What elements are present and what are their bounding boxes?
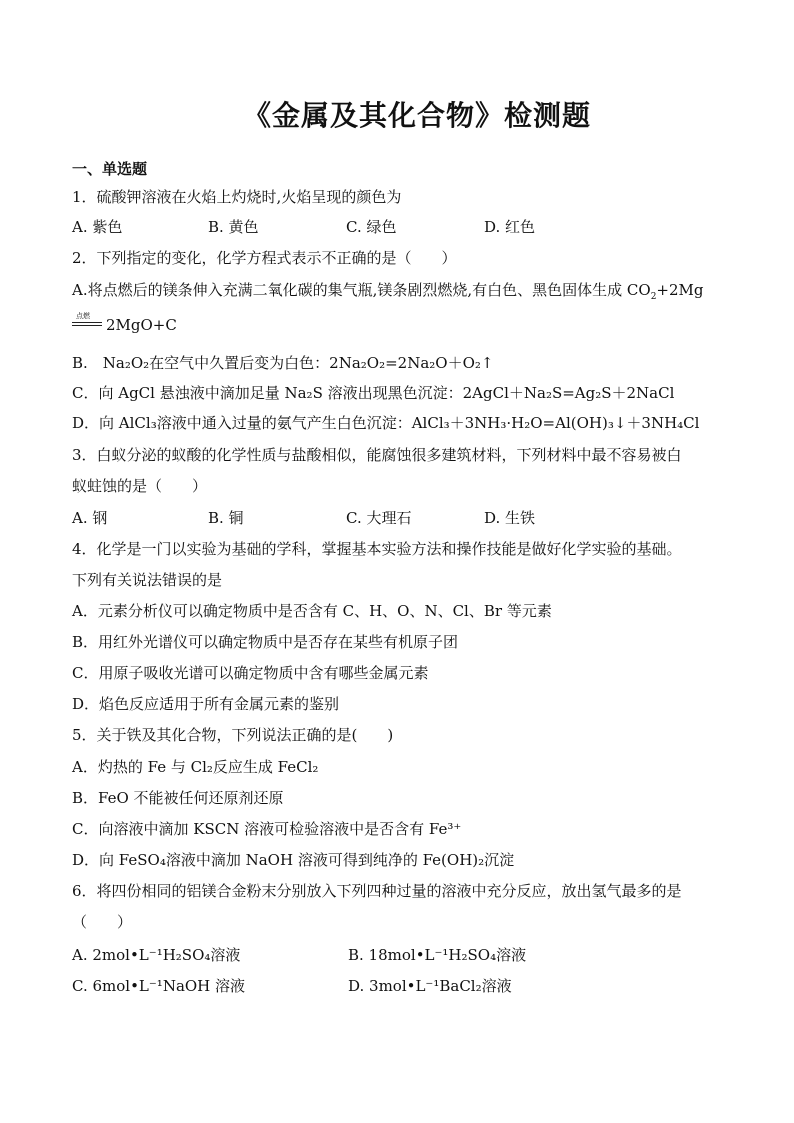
reaction-condition: [72, 314, 102, 326]
question-4-stem-cont: 下列有关说法错误的是: [72, 571, 223, 589]
question-5-option-c: C．向溶液中滴加 KSCN 溶液可检验溶液中是否含有 Fe³⁺: [72, 820, 462, 838]
condition-label: 点燃: [76, 312, 90, 320]
question-6-option-b: B. 18mol•L⁻¹H₂SO₄溶液: [348, 946, 527, 964]
question-6-stem-cont: （ ）: [72, 913, 133, 931]
question-3-option-b: B. 铜: [208, 509, 244, 527]
question-3-stem: 3．白蚁分泌的蚁酸的化学性质与盐酸相似，能腐蚀很多建筑材料，下列材料中最不容易被白: [72, 446, 682, 464]
question-4-stem: 4．化学是一门以实验为基础的学科，掌握基本实验方法和操作技能是做好化学实验的基础。: [72, 540, 682, 558]
question-5-option-a: A．灼热的 Fe 与 Cl₂反应生成 FeCl₂: [72, 758, 319, 776]
question-2-option-a: A.将点燃后的镁条伸入充满二氧化碳的集气瓶,镁条剧烈燃烧,有白色、黑色固体生成 $CO_2+2Mg$: [72, 281, 704, 302]
question-3-stem-cont: 蚁蛀蚀的是（ ）: [72, 477, 208, 495]
equals-line: [72, 325, 102, 326]
question-1-option-b: B. 黄色: [208, 218, 259, 236]
question-6-option-a: A. 2mol•L⁻¹H₂SO₄溶液: [72, 946, 241, 964]
question-1-option-c: C. 绿色: [346, 218, 397, 236]
question-4-option-b: B．用红外光谱仪可以确定物质中是否存在某些有机原子团: [72, 633, 459, 651]
question-6-option-d: D. 3mol•L⁻¹BaCl₂溶液: [348, 977, 512, 995]
question-2-option-a-cont: 2MgO+C: [106, 316, 177, 334]
question-6-stem: 6．将四份相同的铝镁合金粉末分别放入下列四种过量的溶液中充分反应，放出氢气最多的是: [72, 882, 682, 900]
question-3-option-c: C. 大理石: [346, 509, 412, 527]
question-2-option-c: C．向 AgCl 悬浊液中滴加足量 Na₂S 溶液出现黑色沉淀：2AgCl＋Na₂S=Ag₂S＋2NaCl: [72, 384, 675, 402]
question-2-stem: 2．下列指定的变化，化学方程式表示不正确的是（ ）: [72, 249, 457, 267]
equals-line: [72, 322, 102, 323]
question-3-option-d: D. 生铁: [484, 509, 536, 527]
question-1-stem: 1．硫酸钾溶液在火焰上灼烧时,火焰呈现的颜色为: [72, 188, 402, 206]
question-4-option-d: D．焰色反应适用于所有金属元素的鉴别: [72, 695, 340, 713]
question-5-option-b: B．FeO 不能被任何还原剂还原: [72, 789, 284, 807]
question-6-option-c: C. 6mol•L⁻¹NaOH 溶液: [72, 977, 246, 995]
question-4-option-c: C．用原子吸收光谱可以确定物质中含有哪些金属元素: [72, 664, 429, 682]
question-2-option-d: D．向 AlCl₃溶液中通入过量的氨气产生白色沉淀：AlCl₃＋3NH₃·H₂O=Al(OH)₃↓＋3NH₄Cl: [72, 414, 700, 432]
question-1-option-a: A. 紫色: [72, 218, 123, 236]
question-4-option-a: A．元素分析仪可以确定物质中是否含有 C、H、O、N、Cl、Br 等元素: [72, 602, 552, 620]
section-heading: 一、单选题: [72, 160, 148, 178]
question-1-option-d: D. 红色: [484, 218, 536, 236]
page-title: 《金属及其化合物》检测题: [242, 99, 591, 132]
question-5-stem: 5．关于铁及其化合物，下列说法正确的是( ): [72, 726, 394, 744]
question-5-option-d: D．向 FeSO₄溶液中滴加 NaOH 溶液可得到纯净的 Fe(OH)₂沉淀: [72, 851, 515, 869]
question-3-option-a: A. 钢: [72, 509, 108, 527]
question-2-option-b: B. Na₂O₂在空气中久置后变为白色：2Na₂O₂=2Na₂O＋O₂↑: [72, 354, 494, 372]
